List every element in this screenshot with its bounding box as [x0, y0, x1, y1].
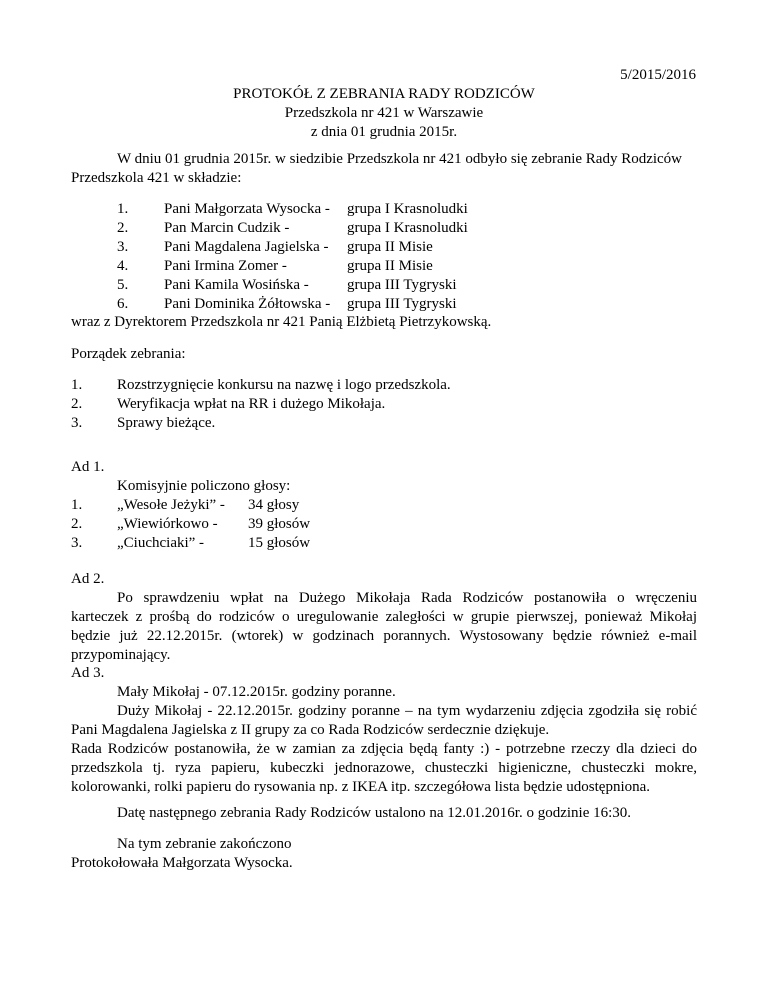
ad3-line: Mały Mikołaj - 07.12.2015r. godziny poranne.: [117, 684, 396, 700]
vote-name: „Wiewiórkowo -: [117, 516, 218, 532]
member-name: Pani Małgorzata Wysocka -: [164, 201, 330, 217]
member-number: 6.: [117, 296, 129, 312]
ad3-line: przedszkola tj. ryza papieru, kubeczki jednorazowe, chusteczki higieniczne, chusteczki mokre,: [71, 760, 697, 776]
next-meeting: Datę następnego zebrania Rady Rodziców ustalono na 12.01.2016r. o godzinie 16:30.: [117, 805, 632, 821]
member-number: 1.: [117, 201, 129, 217]
ad1-intro: Komisyjnie policzono głosy:: [117, 478, 291, 494]
member-name: Pan Marcin Cudzik -: [164, 220, 290, 236]
agenda-list: [71, 376, 571, 433]
agenda-item-text: Weryfikacja wpłat na RR i dużego Mikołaja.: [117, 396, 386, 412]
closing-line-1: Na tym zebranie zakończono: [117, 836, 292, 852]
member-group: grupa III Tygryski: [347, 277, 457, 293]
member-name: Pani Irmina Zomer -: [164, 258, 287, 274]
agenda-item-number: 3.: [71, 415, 83, 431]
agenda-item-text: Rozstrzygnięcie konkursu na nazwę i logo przedszkola.: [117, 377, 451, 393]
member-name: Pani Magdalena Jagielska -: [164, 239, 329, 255]
agenda-item-number: 1.: [71, 377, 83, 393]
agenda-heading: Porządek zebrania:: [71, 346, 186, 362]
ad3-line: Duży Mikołaj - 22.12.2015r. godziny poranne – na tym wydarzeniu zdjęcia zgodziła się robić: [117, 703, 697, 719]
ad3-line: Pani Magdalena Jagielska z II grupy za co Rada Rodziców serdecznie dziękuje.: [71, 722, 550, 738]
agenda-item-number: 2.: [71, 396, 83, 412]
member-group: grupa I Krasnoludki: [347, 220, 468, 236]
ad2-line: karteczek z prośbą do rodziców o uregulowanie zaległości w grupie pierwszej, ponieważ Mikołaj: [71, 609, 697, 625]
ad3-heading: Ad 3.: [71, 665, 105, 681]
closing-line-2: Protokołowała Małgorzata Wysocka.: [71, 855, 293, 871]
vote-count: 34 głosy: [248, 497, 300, 513]
ad2-line: przypominający.: [71, 647, 171, 663]
ad3-line: Rada Rodziców postanowiła, że w zamian za zdjęcia będą fanty :) - potrzebne rzeczy dla dzieci do: [71, 741, 697, 757]
document-title: PROTOKÓŁ Z ZEBRANIA RADY RODZICÓW: [233, 86, 535, 102]
member-group: grupa II Misie: [347, 258, 433, 274]
member-group: grupa III Tygryski: [347, 296, 457, 312]
director-line: wraz z Dyrektorem Przedszkola nr 421 Panią Elżbietą Pietrzykowską.: [71, 314, 492, 330]
member-number: 5.: [117, 277, 129, 293]
member-group: grupa II Misie: [347, 239, 433, 255]
members-list: [117, 200, 537, 314]
intro-line-2: Przedszkola 421 w składzie:: [71, 170, 242, 186]
votes-list: [71, 496, 431, 553]
ad2-line: będzie już 22.12.2015r. (wtorek) w godzinach porannych. Wystosowany będzie również e-mail: [71, 628, 697, 644]
document-subtitle-2: z dnia 01 grudnia 2015r.: [310, 124, 458, 140]
ad2-heading: Ad 2.: [71, 571, 105, 587]
vote-count: 39 głosów: [248, 516, 311, 532]
document-subtitle-1: Przedszkola nr 421 w Warszawie: [284, 105, 484, 121]
intro-line-1: W dniu 01 grudnia 2015r. w siedzibie Przedszkola nr 421 odbyło się zebranie Rady Rodziców: [117, 151, 683, 167]
member-name: Pani Kamila Wosińska -: [164, 277, 309, 293]
vote-number: 1.: [71, 497, 83, 513]
vote-name: „Ciuchciaki” -: [117, 535, 205, 551]
member-number: 4.: [117, 258, 129, 274]
ad3-line: kolorowanki, rolki papieru do rysowania np. z IKEA itp. szczegółowa lista będzie udostępniona.: [71, 779, 651, 795]
ad2-line: Po sprawdzeniu wpłat na Dużego Mikołaja Rada Rodziców postanowiła o wręczeniu: [117, 590, 697, 606]
member-number: 3.: [117, 239, 129, 255]
member-number: 2.: [117, 220, 129, 236]
vote-number: 2.: [71, 516, 83, 532]
ad1-heading: Ad 1.: [71, 459, 105, 475]
member-name: Pani Dominika Żółtowska -: [164, 296, 331, 312]
vote-count: 15 głosów: [248, 535, 311, 551]
vote-number: 3.: [71, 535, 83, 551]
ad3-paragraph: [71, 683, 697, 797]
agenda-item-text: Sprawy bieżące.: [117, 415, 216, 431]
ad2-paragraph: [71, 589, 697, 665]
document-number: 5/2015/2016: [620, 67, 696, 83]
member-group: grupa I Krasnoludki: [347, 201, 468, 217]
vote-name: „Wesołe Jeżyki” -: [117, 497, 225, 513]
